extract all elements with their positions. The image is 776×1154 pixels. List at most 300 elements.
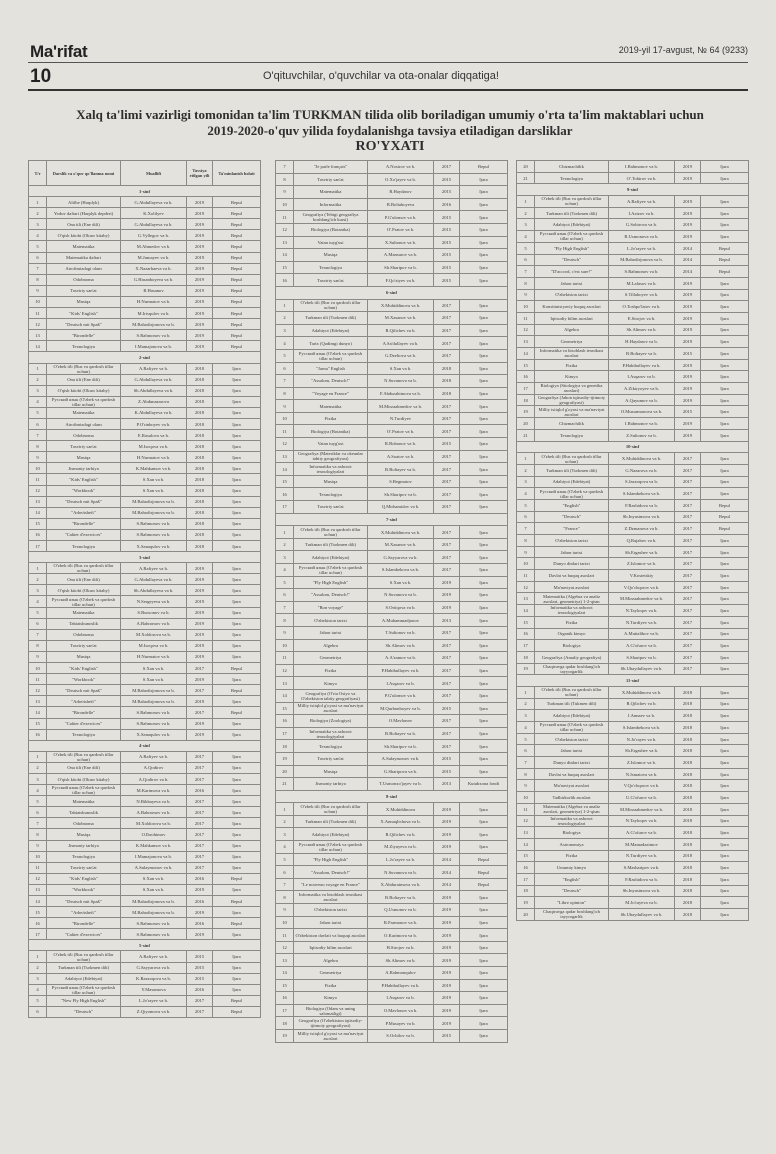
book-title: Ona tili (Ene dili): [47, 574, 121, 585]
table-row: [29, 873, 261, 884]
book-status: Ijara: [460, 387, 508, 400]
row-number: 7: [276, 878, 294, 891]
row-number: 13: [517, 827, 535, 839]
textbook-table-2: [275, 160, 508, 1043]
book-author: R.Qilichev va b.: [609, 698, 675, 710]
book-title: Ona tili (Ene dili): [47, 374, 121, 385]
table-row: [29, 507, 261, 518]
table-row: [276, 576, 508, 589]
book-year: 2017: [434, 349, 460, 362]
table-row: [29, 463, 261, 474]
book-year: 2019: [187, 884, 213, 895]
row-number: 3: [517, 710, 535, 722]
book-status: Bepul: [213, 896, 261, 907]
book-author: A.Soatov va b.: [368, 450, 434, 463]
book-status: Ijara: [213, 829, 261, 840]
book-title: Atrofimizdagi olam: [47, 263, 121, 274]
book-author: M.Lafasov va b.: [609, 277, 675, 289]
book-title: Musiqa: [47, 829, 121, 840]
book-year: 2019: [675, 371, 701, 383]
book-author: S.Xan va b.: [121, 873, 187, 884]
row-number: 15: [276, 261, 294, 274]
row-number: 4: [29, 396, 47, 407]
book-title: Informatika va hisoblash texnikasi asoslari: [535, 348, 609, 360]
book-author: L.Jo'rayev va b.: [121, 995, 187, 1006]
book-author: Z.Sultonov va b.: [609, 429, 675, 441]
book-status: Ijara: [701, 850, 749, 862]
book-title: Algebra: [294, 639, 368, 652]
book-title: Fizika: [294, 979, 368, 992]
book-status: Ijara: [213, 496, 261, 507]
table-row: [517, 172, 749, 184]
book-author: Sh.Ergashev va b.: [609, 745, 675, 757]
book-status: Ijara: [213, 607, 261, 618]
book-status: Bepul: [460, 853, 508, 866]
book-title: Milliy istiqlol g'oyasi va ma'naviyat asoslari: [294, 1029, 368, 1042]
book-author: G.Sharipova va b.: [368, 765, 434, 778]
book-title: Biologiya (Botanika): [294, 425, 368, 438]
book-author: X.Muhiddinova va b.: [609, 686, 675, 698]
row-number: 10: [517, 558, 535, 570]
book-status: Ijara: [701, 605, 749, 617]
book-year: 2018: [675, 909, 701, 921]
section-tagline: O'qituvchilar, o'quvchilar va ota-onalar diqqatiga!: [263, 70, 499, 82]
table-row: [517, 359, 749, 371]
book-title: O'zbek tili (Rus va qardosh tillar uchun): [294, 526, 368, 539]
book-status: Ijara: [460, 400, 508, 413]
table-row: [517, 254, 749, 266]
book-author: N.Jo'rayev va b.: [609, 733, 675, 745]
table-row: [517, 196, 749, 208]
book-author: S.Xan va b.: [121, 663, 187, 674]
book-title: Odobnoma: [47, 430, 121, 441]
book-title: Musiqa: [294, 475, 368, 488]
book-year: 2018: [187, 529, 213, 540]
book-author: O.Ibrohimov: [121, 829, 187, 840]
book-status: Ijara: [460, 198, 508, 211]
book-title: Turkman tili (Turkmen dili): [294, 538, 368, 551]
book-status: Ijara: [460, 589, 508, 602]
table-row: [276, 551, 508, 564]
book-status: Ijara: [460, 412, 508, 425]
book-status: Bepul: [460, 866, 508, 879]
book-title: Adabiyot (Edebiyat): [294, 324, 368, 337]
book-year: 2016: [434, 198, 460, 211]
book-status: Ijara: [213, 773, 261, 784]
book-author: S.Rahmonov va b.: [121, 707, 187, 718]
header-status: Ta'minlanish holati: [213, 161, 261, 186]
table-row: [517, 827, 749, 839]
row-number: 11: [517, 570, 535, 582]
book-title: Adabiyot (Edebiyat): [294, 828, 368, 841]
table-row: [276, 198, 508, 211]
book-year: 2017: [434, 689, 460, 702]
book-status: Ijara: [460, 1004, 508, 1017]
row-number: 12: [517, 815, 535, 827]
book-title: Turkman tili (Turkmen dili): [294, 815, 368, 828]
book-status: Ijara: [460, 929, 508, 942]
book-status: Ijara: [701, 324, 749, 336]
book-title: O'zbek tili (Rus va qardosh tillar uchun): [535, 686, 609, 698]
book-title: O'zbekiston tarixi: [535, 289, 609, 301]
book-author: S.Sharipov va b.: [609, 651, 675, 663]
row-number: 14: [517, 348, 535, 360]
book-author: A.G'ofurov va b.: [609, 640, 675, 652]
book-status: Ijara: [460, 211, 508, 224]
book-year: 2019: [187, 929, 213, 940]
book-year: 2019: [434, 828, 460, 841]
book-title: Geometriya: [535, 336, 609, 348]
book-status: Ijara: [460, 815, 508, 828]
book-year: 2019: [434, 1017, 460, 1030]
row-number: 7: [276, 601, 294, 614]
book-year: 2018: [434, 387, 460, 400]
book-author: N.Tayloqov va b.: [609, 605, 675, 617]
book-author: M.Bahodirjonova va b.: [121, 319, 187, 330]
table-row: [276, 501, 508, 514]
row-number: 19: [517, 897, 535, 909]
book-status: Ijara: [213, 884, 261, 895]
table-row: [29, 862, 261, 873]
book-author: A.A'zamov va b.: [368, 652, 434, 665]
book-title: Tabiatshunoslik: [47, 618, 121, 629]
top-rule: [28, 62, 748, 63]
row-number: 21: [517, 172, 535, 184]
book-author: Sh.Abdullayeva va b.: [121, 385, 187, 396]
book-status: Ijara: [701, 172, 749, 184]
book-author: Sh.Abdullayeva va b.: [121, 585, 187, 596]
table-row: [29, 796, 261, 807]
book-title: Algebra: [535, 324, 609, 336]
book-author: B.Boltaboyeva: [368, 198, 434, 211]
book-year: 2016: [187, 984, 213, 995]
table-row: [517, 640, 749, 652]
book-author: A.Sulaymonov va b.: [121, 862, 187, 873]
grade-heading: 5-sinf: [29, 940, 261, 951]
book-author: S.Islambekova va b.: [609, 488, 675, 500]
table-row: [29, 485, 261, 496]
book-year: 2019: [434, 954, 460, 967]
book-status: Ijara: [213, 762, 261, 773]
table-row: [517, 546, 749, 558]
book-status: Ijara: [213, 951, 261, 962]
row-number: 9: [29, 651, 47, 662]
book-year: 2018: [675, 873, 701, 885]
book-title: Tasviriy san'at: [294, 274, 368, 287]
book-author: G.Vyllegov va b.: [121, 230, 187, 241]
table-row: [276, 564, 508, 577]
book-title: Fizika: [535, 616, 609, 628]
book-author: Z.Islomov va b.: [609, 757, 675, 769]
book-author: K.Mahkamov va b.: [121, 463, 187, 474]
table-row: [517, 780, 749, 792]
row-number: 9: [517, 780, 535, 792]
book-year: 2018: [187, 474, 213, 485]
book-status: Ijara: [213, 674, 261, 685]
book-title: "Deutsch mit Spaß": [47, 319, 121, 330]
table-row: [517, 686, 749, 698]
table-row: [517, 815, 749, 827]
table-row: [29, 651, 261, 662]
book-title: O'zbekiston tarixi: [294, 614, 368, 627]
table-row: [517, 757, 749, 769]
book-author: M.Bahodirjonova va b.: [121, 496, 187, 507]
book-author: B.Boltayev va b.: [609, 348, 675, 360]
section-row: [29, 740, 261, 751]
book-status: Ijara: [460, 362, 508, 375]
book-title: Jahon tarixi: [535, 546, 609, 558]
book-status: Bepul: [213, 230, 261, 241]
book-author: I.Rahmonov va b.: [609, 161, 675, 173]
table-row: [517, 873, 749, 885]
table-row: [517, 476, 749, 488]
book-title: Geografiya (Jahon iqtisodiy-ijtimoiy geografiyasi): [535, 394, 609, 406]
table-row: [517, 464, 749, 476]
section-row: [29, 186, 261, 197]
book-title: Iqtisodiy bilim asoslari: [294, 941, 368, 954]
book-status: Ijara: [213, 474, 261, 485]
book-title: "Workbook": [47, 674, 121, 685]
book-title: "Fly High English": [535, 242, 609, 254]
book-status: Bepul: [701, 499, 749, 511]
table-row: [276, 236, 508, 249]
book-status: Ijara: [460, 601, 508, 614]
book-status: Ijara: [213, 507, 261, 518]
book-status: Ijara: [701, 838, 749, 850]
book-status: Ijara: [213, 629, 261, 640]
book-year: 2017: [434, 337, 460, 350]
book-year: 2019: [675, 383, 701, 395]
table-row: [276, 727, 508, 740]
row-number: 17: [517, 383, 535, 395]
row-number: 11: [29, 862, 47, 873]
book-year: 2017: [434, 412, 460, 425]
row-number: 16: [517, 862, 535, 874]
book-status: Bepul: [213, 296, 261, 307]
book-year: 2019: [675, 429, 701, 441]
book-year: 2017: [675, 593, 701, 605]
table-row: [276, 1029, 508, 1042]
table-row: [276, 677, 508, 690]
row-number: 17: [517, 873, 535, 885]
book-year: 2018: [187, 374, 213, 385]
book-year: 2018: [187, 396, 213, 407]
row-number: 20: [517, 418, 535, 430]
section-row: [517, 441, 749, 453]
row-number: 6: [276, 362, 294, 375]
row-number: 11: [276, 929, 294, 942]
row-number: 14: [276, 689, 294, 702]
row-number: 2: [517, 698, 535, 710]
row-number: 2: [276, 312, 294, 325]
table-row: [517, 418, 749, 430]
book-author: A.Rafiyev va b.: [609, 196, 675, 208]
book-title: Pyccкий язык (O'zbek va qardosh tillar uchun): [47, 396, 121, 407]
row-number: 14: [29, 341, 47, 352]
book-status: Ijara: [701, 394, 749, 406]
book-year: 2014: [434, 853, 460, 866]
book-status: Ijara: [701, 616, 749, 628]
book-status: Bepul: [213, 285, 261, 296]
row-number: 3: [276, 324, 294, 337]
book-status: Ijara: [460, 475, 508, 488]
book-year: 2017: [675, 453, 701, 465]
row-number: 7: [29, 629, 47, 640]
table-row: [29, 785, 261, 796]
book-author: M.Bahodirjonova va b.: [121, 907, 187, 918]
book-status: Ijara: [460, 689, 508, 702]
book-status: Ijara: [701, 663, 749, 675]
book-status: Ijara: [701, 581, 749, 593]
table-row: [517, 371, 749, 383]
table-row: [276, 929, 508, 942]
row-number: 1: [29, 563, 47, 574]
row-number: 13: [276, 954, 294, 967]
book-year: 2017: [434, 664, 460, 677]
book-author: S.Xan va b.: [121, 674, 187, 685]
row-number: 12: [29, 319, 47, 330]
row-number: 18: [276, 740, 294, 753]
book-year: 2017: [434, 526, 460, 539]
book-title: Texnologiya: [535, 429, 609, 441]
book-author: A.Bahromov va b.: [121, 807, 187, 818]
section-row: [517, 675, 749, 687]
book-status: Ijara: [213, 718, 261, 729]
row-number: 1: [276, 803, 294, 816]
book-year: 2018: [675, 803, 701, 815]
table-row: [276, 752, 508, 765]
book-author: S.Begmatov: [368, 475, 434, 488]
book-author: A.Qodirov: [121, 762, 187, 773]
book-year: 2018: [675, 780, 701, 792]
book-status: Ijara: [213, 463, 261, 474]
book-year: 2018: [187, 485, 213, 496]
row-number: 3: [29, 219, 47, 230]
book-author: G.Nazarova va b.: [609, 464, 675, 476]
book-author: S.Xan va b.: [121, 485, 187, 496]
book-status: Ijara: [460, 299, 508, 312]
book-status: Ijara: [701, 757, 749, 769]
book-title: Turkman tili (Turkmen dili): [47, 962, 121, 973]
article-headline: [40, 107, 740, 155]
book-author: X.Sanaqulov va b.: [121, 541, 187, 552]
book-year: 2018: [675, 757, 701, 769]
book-title: Matematika: [294, 400, 368, 413]
table-row: [276, 538, 508, 551]
book-title: Matematika (Algebra va analiz asoslari, geometriya) 1-2-qism: [535, 593, 609, 605]
book-title: Adabiyot (Edebiyat): [535, 219, 609, 231]
row-number: 15: [517, 616, 535, 628]
book-author: H.Sirojov va b.: [368, 941, 434, 954]
table-row: [29, 773, 261, 784]
book-author: A.Rafiyev va b.: [121, 751, 187, 762]
book-author: R.Qilichev va b.: [368, 324, 434, 337]
row-number: 1: [517, 196, 535, 208]
row-number: 16: [276, 274, 294, 287]
table-row: [29, 762, 261, 773]
book-title: Iqtisodiy bilim asoslari: [535, 312, 609, 324]
row-number: 11: [276, 652, 294, 665]
book-title: Umumiy kimyo: [535, 862, 609, 874]
book-author: M.Isoqova va b.: [121, 441, 187, 452]
book-status: Ijara: [701, 488, 749, 500]
table-row: [276, 475, 508, 488]
book-author: O.Mavlonov: [368, 715, 434, 728]
book-title: O'zbek tili (Rus va qardosh tillar uchun): [294, 803, 368, 816]
table-row: [276, 841, 508, 854]
book-status: Ijara: [460, 324, 508, 337]
table-row: [29, 308, 261, 319]
book-title: Fizika: [294, 664, 368, 677]
book-title: Biologiya (Odam va uning salomatligi): [294, 1004, 368, 1017]
book-year: 2018: [675, 838, 701, 850]
book-title: Matematika: [294, 186, 368, 199]
book-year: 2018: [675, 827, 701, 839]
table-row: [517, 628, 749, 640]
book-title: "Deutsch mit Spaß": [47, 496, 121, 507]
table-row: [517, 488, 749, 500]
row-number: 1: [517, 686, 535, 698]
book-title: Adabiyot (Edebiyat): [535, 710, 609, 722]
book-status: Ijara: [213, 973, 261, 984]
book-status: Ijara: [213, 385, 261, 396]
book-year: 2017: [187, 773, 213, 784]
table-row: [29, 918, 261, 929]
book-year: 2017: [675, 581, 701, 593]
book-author: B.Boltayev va b.: [368, 463, 434, 476]
table-row: [517, 499, 749, 511]
book-title: Adabiyot (Edebiyat): [294, 551, 368, 564]
table-row: [29, 418, 261, 429]
book-author: Sh.Ubaydullayev va b.: [609, 909, 675, 921]
book-year: 2017: [434, 488, 460, 501]
row-number: 5: [29, 241, 47, 252]
book-status: Ijara: [460, 841, 508, 854]
book-author: A.Rafiyev va b.: [121, 363, 187, 374]
book-title: Tasviriy san'at: [47, 285, 121, 296]
row-number: 16: [29, 529, 47, 540]
row-number: 2: [276, 538, 294, 551]
book-status: Bepul: [213, 663, 261, 674]
book-author: G.Sayyarova va b.: [368, 551, 434, 564]
table-row: [276, 387, 508, 400]
table-column-2: [275, 160, 507, 1043]
book-year: 2019: [187, 729, 213, 740]
book-status: Ijara: [460, 349, 508, 362]
book-author: B.Boltayev va b.: [368, 891, 434, 904]
book-title: Biologiya (Zoologiya): [294, 715, 368, 728]
book-year: 2017: [675, 628, 701, 640]
book-status: Ijara: [460, 828, 508, 841]
row-number: 13: [517, 336, 535, 348]
row-number: 2: [29, 574, 47, 585]
table-row: [29, 263, 261, 274]
book-status: Ijara: [460, 979, 508, 992]
book-title: "English": [535, 873, 609, 885]
row-number: 3: [276, 828, 294, 841]
book-title: O'zbek tili (Rus va qardosh tillar uchun): [535, 453, 609, 465]
book-author: N.Sergeyeva va b.: [121, 596, 187, 607]
table-row: [29, 563, 261, 574]
book-author: S.Tillaboyev va b.: [609, 289, 675, 301]
row-number: 10: [29, 663, 47, 674]
book-author: S.Xan va b.: [368, 576, 434, 589]
book-status: Bepul: [701, 254, 749, 266]
book-author: O'.Pratov va b.: [368, 223, 434, 236]
book-author: X.Sultonov va b.: [368, 236, 434, 249]
book-title: Geografiya (O'rta Osiyo va O'zbekiston tabiiy geografiyasi): [294, 689, 368, 702]
book-status: Ijara: [701, 336, 749, 348]
